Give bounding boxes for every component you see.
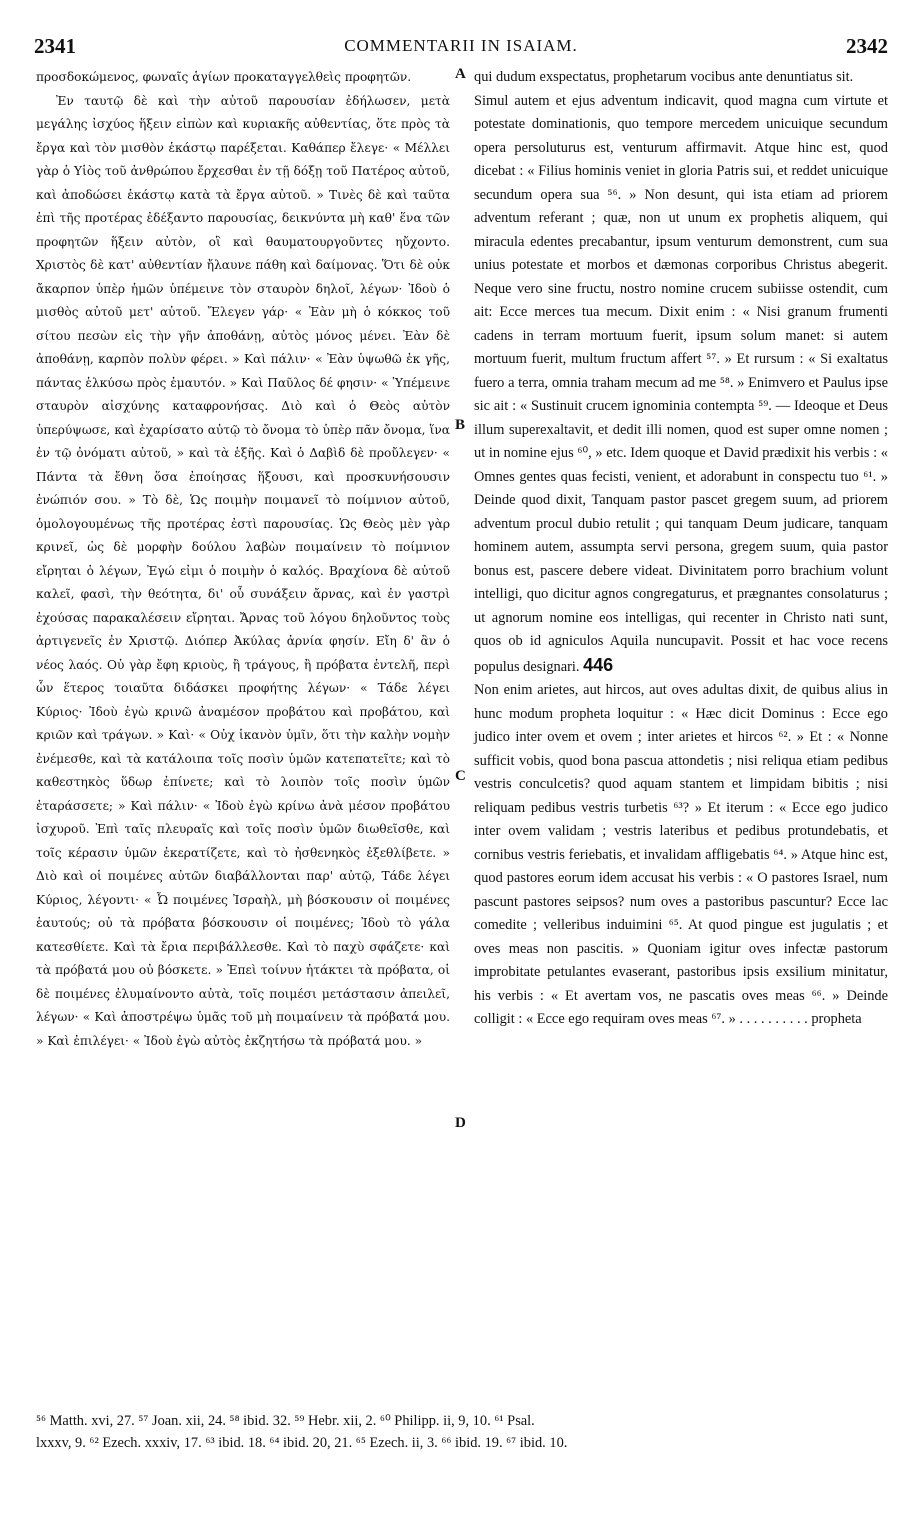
latin-paragraph-1: qui dudum exspectatus, prophetarum vocibus ante denuntiatus sit. <box>474 69 854 85</box>
page-header <box>34 34 888 64</box>
greek-paragraph-1: προσδοκώμενος, φωναῖς ἁγίων προκαταγγελθεὶς προφητῶν. <box>36 70 412 84</box>
margin-marker-d: D <box>455 1115 466 1131</box>
footnotes <box>36 1410 890 1454</box>
left-page-number: 2341 <box>34 34 76 58</box>
column-number: 446 <box>583 654 614 675</box>
margin-marker-b: B <box>455 417 466 433</box>
margin-marker-a: A <box>455 66 466 82</box>
running-title: COMMENTARII IN ISAIAM. <box>344 36 578 55</box>
footnote-line-2: lxxxv, 9. ⁶² Ezech. xxxiv, 17. ⁶³ ibid. 18. ⁶⁴ ibid. 20, 21. ⁶⁵ Ezech. ii, 3. ⁶⁶ ibid. 19. ⁶⁷ ibid. 10. <box>36 1435 568 1451</box>
greek-column <box>36 66 450 1053</box>
latin-paragraph-2 <box>474 90 888 680</box>
latin-paragraph-3: Non enim arietes, aut hircos, aut oves adultas dixit, de quibus alius in hunc modum propheta loquitur : « Hæc dicit Dominus : Ecce ego judico inter ovem et ovem ; inter arietes et hircos ⁶². » Et : « Nonne sufficit vobis, quod bona pascua attondetis ; nisi reliqua etiam pedibus vestris conculcetis? quod aquam stantem et limpidam bibitis ; nisi reliquam pedibus vestris turbetis ⁶³? » Et iterum : « Ecce ego judico inter ovem validam ; vestris lateribus et pedibus protundebatis, et cornibus vestris feriebatis, et invalidam affligebatis ⁶⁴. » Atque hinc est, quod pastores eorum idem accusat his verbis : « O pastores Israel, num pascunt pastores seipsos? num oves a pastoribus pascuntur? Ecce lac comedite ; velleribus induimini ⁶⁵. At quod pingue est jugulatis ; et oves meas non pascitis. » Quoniam igitur oves infectæ pastorum improbitate petulantes evaserant, pastoribus ipsis exsilium minitatur, his verbis : « Et avertam vos, ne pascatis oves meas ⁶⁶. » Deinde colligit : « Ecce ego requiram oves meas ⁶⁷. » . . . . . . . . . . propheta <box>474 682 888 1027</box>
right-page-number: 2342 <box>846 34 888 58</box>
greek-paragraph-2: Ἐν ταυτῷ δὲ καὶ τὴν αὐτοῦ παρουσίαν ἐδήλωσεν, μετὰ μεγάλης ἰσχύος ἥξειν εἰπὼν καὶ κυριακῆς αὐθεντίας, ὅτε πρὸς τὰ ἔργα καὶ τὸν μισθὸν ἑκάστῳ παρέξεται. Καθάπερ ἔλεγε· « Μέλλει γὰρ ὁ Υἱὸς τοῦ ἀνθρώπου ἔρχεσθαι ἐν τῇ δόξῃ τοῦ Πατέρος αὐτοῦ, καὶ ἀποδώσει ἑκάστῳ κατὰ τὰ ἔργα αὐτοῦ. » Τινὲς δὲ καὶ ταῦτα ἐπὶ τῆς προτέρας ἐδέξαντο παρουσίας, δεικνύντα μὴ καθ' ἕνα τῶν προφητῶν ἥξειν αὐτὸν, οἳ καὶ θαυματουργοῦντες ηὔχοντο. Χριστὸς δὲ κατ' αὐθεντίαν ἤλαυνε πάθη καὶ δαίμονας. Ὅτι δὲ οὐκ ἄκαρπον ὑπὲρ ἡμῶν ὑπέμεινε τὸν σταυρὸν δηλοῖ, λέγων· Ἰδοὺ ὁ μισθὸς αὐτοῦ μετ' αὐτοῦ. Ἔλεγεν γάρ· « Ἐὰν μὴ ὁ κόκκος τοῦ σίτου πεσὼν εἰς τὴν γῆν ἀποθάνῃ, αὐτὸς μόνος μένει. Ἐὰν δὲ ἀποθάνῃ, καρπὸν πολὺν φέρει. » Καὶ πάλιν· « Ἐὰν ὑψωθῶ ἐκ γῆς, πάντας ἑλκύσω πρὸς ἐμαυτόν. » Καὶ Παῦλος δέ φησιν· « Ὑπέμεινε σταυρὸν αἰσχύνης καταφρονήσας. Διὸ καὶ ὁ Θεὸς αὐτὸν ὑπερύψωσε, καὶ ἐχαρίσατο αὐτῷ τὸ ὄνομα τὸ ὑπὲρ πᾶν ὄνομα, ἵνα ἐν τῷ ὀνόματι αὐτοῦ, » καὶ τὰ ἑξῆς. Καὶ ὁ Δαβὶδ δὲ προὔλεγεν· « Πάντα τὰ ἔθνη ὅσα ἐποίησας ἥξουσι, καὶ προσκυνήσουσιν ἐνώπιόν σου. » Τὸ δὲ, Ὡς ποιμὴν ποιμανεῖ τὸ ποίμνιον αὐτοῦ, ὁμολογουμένως τῆς προτέρας ἐστὶ παρουσίας. Ὡς Θεὸς μὲν γὰρ κρινεῖ, ὡς δὲ μορφὴν δούλου λαβὼν ποιμαίνειν τὸ ποίμνιον εἴρηται ὁ λέγων, Ἐγώ εἰμι ὁ ποιμὴν ὁ καλός. Βραχίονα δὲ αὐτοῦ καλεῖ, φασὶ, τὴν θεότητα, δι' οὗ συνάξειν ἄρνας, καὶ ἐν γαστρὶ ἐχούσας παρακαλέσειν εἴρηται. Ἄρνας τοῦ λόγου δηλοῦντος τοὺς ἀρτιγενεῖς ἐν Χριστῷ. Διόπερ Ἀκύλας ἀρνία φησίν. Εἴη δ' ἂν ὁ νέος λαός. Οὐ γὰρ ἔφη κριοὺς, ἢ τράγους, ἢ πρόβατα ἐντελῆ, περὶ ὧν ἕτερος τοιαῦτα διδάσκει προφήτης λέγων· « Τάδε λέγει Κύριος· Ἰδοὺ ἐγὼ κρινῶ ἀναμέσον προβάτου καὶ προβάτου, καὶ κριῶν καὶ τράγων. » Καὶ· « Οὐχ ἱκανὸν ὑμῖν, ὅτι τὴν καλὴν νομὴν ἐνέμεσθε, καὶ τὰ κατάλοιπα τοῖς ποσὶν ὑμῶν κατεπατεῖτε; καὶ τὸ καθεστηκὸς ὕδωρ ἐπίνετε; καὶ τὸ λοιπὸν τοῖς ποσὶν ὑμῶν ἐταράσσετε; » Καὶ πάλιν· « Ἰδοὺ ἐγὼ κρίνω ἀνὰ μέσον προβάτου ἰσχυροῦ. Ἐπὶ ταῖς πλευραῖς καὶ τοῖς ποσὶν ὑμῶν διωθεῖσθε, καὶ τοῖς κέρασιν ὑμῶν ἐκερατίζετε, καὶ τὸ ἠσθενηκὸς ἐξεθλίβετε. » Διὸ καὶ οἱ ποιμένες αὐτῶν διαβάλλονται παρ' αὐτῷ, Τάδε λέγει Κύριος, λέγοντι· « Ὦ ποιμένες Ἰσραὴλ, μὴ βόσκουσιν οἱ ποιμένες ἑαυτούς; οὐ τὰ πρόβατα βόσκουσιν οἱ ποιμένες; Ἰδοὺ τὸ γάλα κατεσθίετε. Καὶ τὰ ἔρια περιβάλλεσθε. Καὶ τὸ παχὺ σφάζετε· καὶ τὰ πρόβατά μου οὐ βόσκετε. » Ἐπεὶ τοίνυν ἠτάκτει τὰ πρόβατα, οἱ δὲ ποιμένες ἐλυμαίνοντο αὐτὰ, τοῖς ποιμέσι μετάστασιν ἀπειλεῖ, λέγων· « Καὶ ἀποστρέψω ὑμᾶς τοῦ μὴ ποιμαίνειν τὰ πρόβατά μου. » Καὶ ἐπιλέγει· « Ἰδοὺ ἐγὼ αὐτὸς ἐκζητήσω τὰ πρόβατά μου. » <box>36 93 450 1048</box>
margin-marker-c: C <box>455 768 466 784</box>
footnote-line-1: ⁵⁶ Matth. xvi, 27. ⁵⁷ Joan. xii, 24. ⁵⁸ ibid. 32. ⁵⁹ Hebr. xii, 2. ⁶⁰ Philipp. ii, 9, 10. ⁶¹ Psal. <box>36 1413 535 1429</box>
latin-paragraph-2-text: Simul autem et ejus adventum indicavit, quod magna cum virtute et potestate dominationis, quo tempore mercedem unicuique secundum opera persoluturus est, venturum affirmavit. Atque hinc est, quod dicebat : « Filius hominis veniet in gloria Patris sui, et reddet unicuique secundum opera sua ⁵⁶. » Non desunt, qui ista etiam ad priorem adventum referant ; quæ, non ut unum ex prophetis aliquem, qui miracula edentes precabantur, ipsum venturum demonstrent, cum sua unius potestate et morbos et dæmonas corporibus Christus abegerit. Neque vero sine fructu, nostro nomine crucem subiisse ostendit, cum ait: Ecce merces tua mecum. Dixit enim : « Nisi granum frumenti cadens in terram mortuum fuerit, ipsum solum manet: si autem mortuum fuerit, multum fructum affert ⁵⁷. » Et rursum : « Si exaltatus fuero a terra, omnia traham mecum ad me ⁵⁸. » Enimvero et Paulus ipse sic ait : « Sustinuit crucem ignominia contempta ⁵⁹. — Ideoque et Deus illum superexaltavit, et dedit illi nomen, quod est super omne nomen ; ut in nomine ejus ⁶⁰, » etc. Idem quoque et David prædixit his verbis : « Omnes gentes quas fecisti, venient, et adorabunt in conspectu tuo ⁶¹. » Deinde quod dixit, Tanquam pastor pascet gregem suum, ad priorem adventum procul dubio retulit ; qui tanquam Deum judicare, tanquam hominem autem, assumpta servi persona, gregem suum, quia pastor bonus est, pascere debere videat. Divinitatem porro brachium volunt intelligi, quo dicitur agnos congregaturus, et prægnantes consolaturus ; ut agnorum nomine eos intelligas, qui recenter in Christo nati sunt, quos ob id agniculos Aquila nuncupavit. Possit et hac voce recens populus designari. <box>474 92 888 675</box>
latin-column <box>474 66 888 1032</box>
